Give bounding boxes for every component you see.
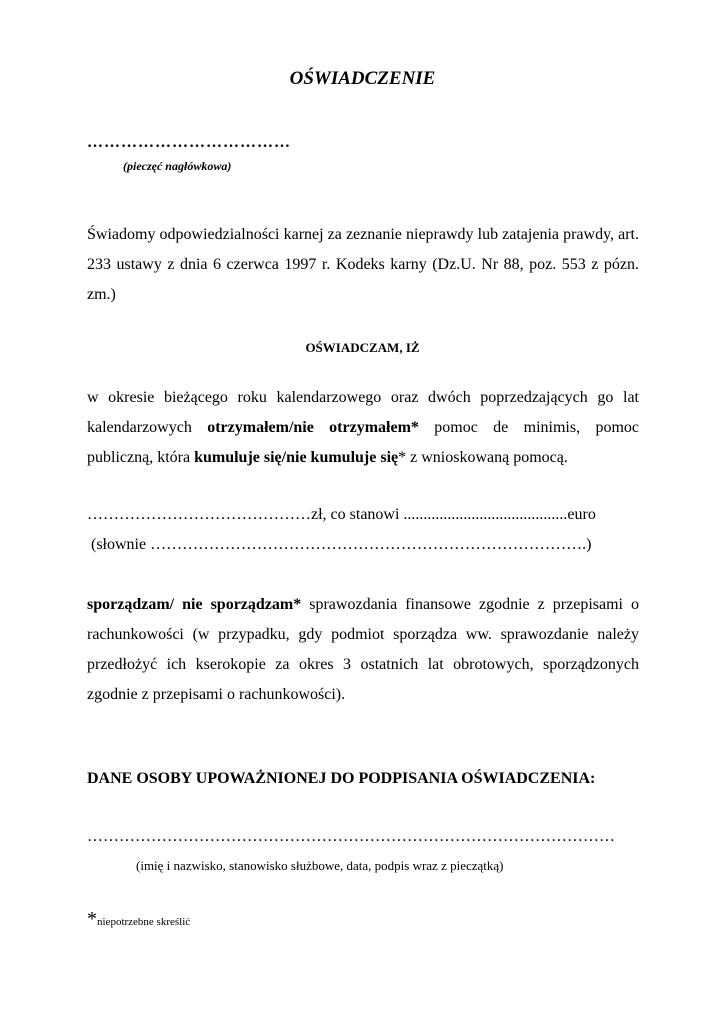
stamp-placeholder-dots: ………………………………	[87, 134, 291, 151]
aid-text-2: pomoc de minimis, pomoc publiczną, która	[87, 419, 639, 466]
footnote	[87, 908, 190, 931]
aid-paragraph	[87, 383, 639, 473]
footnote-star: *	[87, 908, 97, 930]
signature-label: (imię i nazwisko, stanowisko służbowe, data, podpis wraz z pieczątką)	[136, 858, 504, 873]
authorized-person-heading: DANE OSOBY UPOWAŻNIONEJ DO PODPISANIA OŚWIADCZENIA:	[87, 770, 596, 787]
stamp-label: (pieczęć nagłówkowa)	[123, 159, 232, 173]
aid-option-cumulates: kumuluje się/nie kumuluje się	[194, 449, 399, 466]
intro-paragraph: Świadomy odpowiedzialności karnej za zeznanie nieprawdy lub zatajenia prawdy, art. 233 ustawy z dnia 6 czerwca 1997 r. Kodeks karny (Dz.U. Nr 88, poz. 553 z pózn. zm.)	[87, 226, 639, 303]
aid-text-3: * z wnioskowaną pomocą.	[398, 449, 568, 466]
signature-dots: ………………………………………………………………………………………	[87, 828, 615, 845]
declare-heading: OŚWIADCZAM, IŻ	[305, 340, 420, 355]
footnote-text: niepotrzebne skreślić	[97, 916, 191, 928]
amount-in-words-line: (słownie ……………………………………………………………………….)	[91, 536, 592, 553]
aid-option-received: otrzymałem/nie otrzymałem*	[207, 419, 419, 436]
aid-text-1: w okresie bieżącego roku kalendarzowego oraz dwóch poprzedzających go lat kalendarzowych	[87, 389, 639, 436]
document-title: OŚWIADCZENIE	[289, 68, 436, 89]
amount-line: ……………………………………zł, co stanowi .........................................euro	[87, 506, 596, 523]
reports-text: sprawozdania finansowe zgodnie z przepisami o rachunkowości (w przypadku, gdy podmiot sporządza ww. sprawozdanie należy przedłożyć ich kserokopie za okres 3 ostatnich lat obrotowych, sporządzonych zgodnie z przepisami o rachunkowości).	[87, 596, 639, 703]
reports-option: sporządzam/ nie sporządzam*	[87, 596, 302, 613]
reports-paragraph	[87, 590, 639, 710]
